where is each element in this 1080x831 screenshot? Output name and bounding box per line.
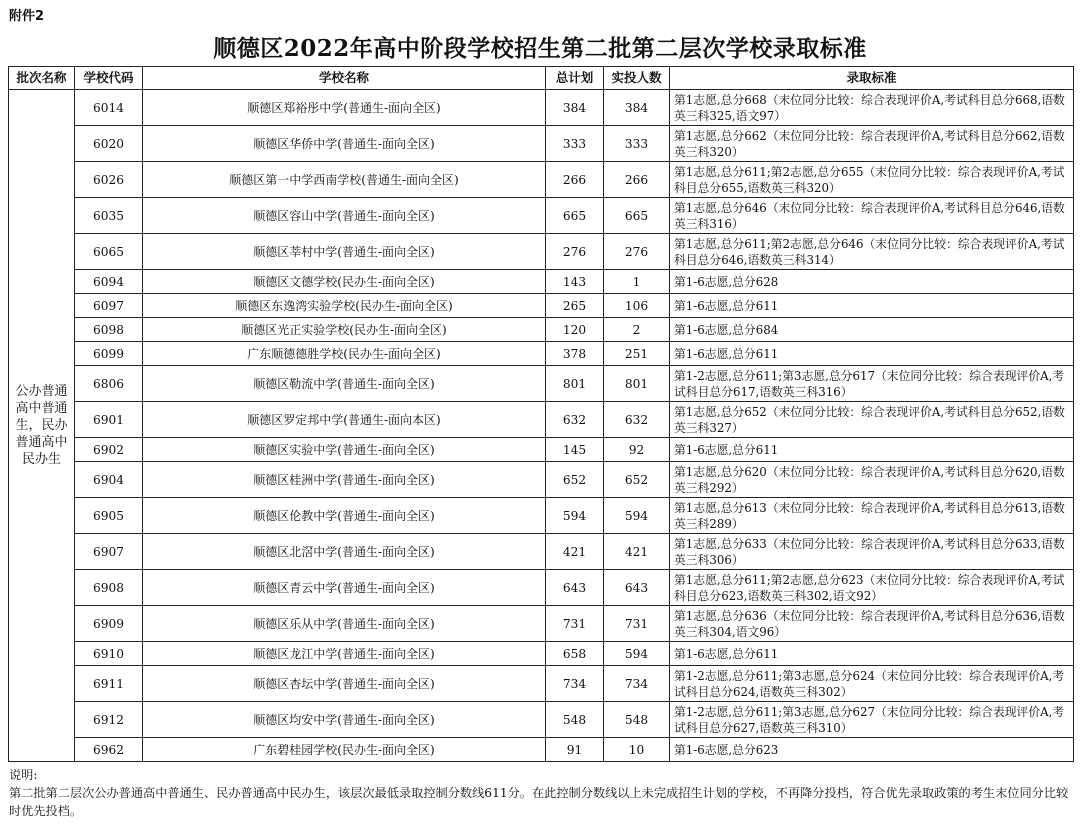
admission-standard-cell: 第1志愿,总分620（末位同分比较：综合表现评价A,考试科目总分620,语数英三科292） [670, 462, 1074, 498]
table-row [9, 462, 1074, 498]
school-name-cell: 顺德区勒流中学(普通生-面向全区) [143, 366, 546, 402]
admission-standard-cell: 第1-6志愿,总分611 [670, 342, 1074, 366]
admission-standards-table [8, 66, 1074, 762]
table-body [9, 90, 1074, 762]
notes-section [9, 766, 1069, 820]
school-code-cell: 6909 [75, 606, 143, 642]
total-plan-cell: 143 [546, 270, 604, 294]
actual-count-cell: 384 [604, 90, 670, 126]
header-admission-standard: 录取标准 [670, 67, 1074, 90]
table-row [9, 342, 1074, 366]
table-row [9, 738, 1074, 762]
school-code-cell: 6097 [75, 294, 143, 318]
actual-count-cell: 266 [604, 162, 670, 198]
admission-standard-cell: 第1志愿,总分611;第2志愿,总分623（末位同分比较：综合表现评价A,考试科目总分623,语数英三科302,语文92） [670, 570, 1074, 606]
notes-label: 说明: [9, 768, 38, 782]
total-plan-cell: 421 [546, 534, 604, 570]
actual-count-cell: 106 [604, 294, 670, 318]
total-plan-cell: 265 [546, 294, 604, 318]
total-plan-cell: 266 [546, 162, 604, 198]
school-name-cell: 广东顺德德胜学校(民办生-面向全区) [143, 342, 546, 366]
school-name-cell: 顺德区文德学校(民办生-面向全区) [143, 270, 546, 294]
total-plan-cell: 652 [546, 462, 604, 498]
actual-count-cell: 594 [604, 642, 670, 666]
actual-count-cell: 1 [604, 270, 670, 294]
actual-count-cell: 10 [604, 738, 670, 762]
table-row [9, 498, 1074, 534]
admission-standard-cell: 第1志愿,总分652（末位同分比较：综合表现评价A,考试科目总分652,语数英三科327） [670, 402, 1074, 438]
school-code-cell: 6806 [75, 366, 143, 402]
school-code-cell: 6907 [75, 534, 143, 570]
total-plan-cell: 801 [546, 366, 604, 402]
header-actual-count: 实投人数 [604, 67, 670, 90]
admission-standard-cell: 第1-6志愿,总分611 [670, 438, 1074, 462]
school-name-cell: 顺德区容山中学(普通生-面向全区) [143, 198, 546, 234]
school-name-cell: 顺德区华侨中学(普通生-面向全区) [143, 126, 546, 162]
table-row [9, 570, 1074, 606]
attachment-label: 附件2 [9, 9, 45, 24]
total-plan-cell: 120 [546, 318, 604, 342]
actual-count-cell: 548 [604, 702, 670, 738]
school-code-cell: 6026 [75, 162, 143, 198]
document-title: 顺德区2022年高中阶段学校招生第二批第二层次学校录取标准 [213, 35, 867, 62]
actual-count-cell: 731 [604, 606, 670, 642]
table-row [9, 402, 1074, 438]
school-code-cell: 6901 [75, 402, 143, 438]
admission-standard-cell: 第1-6志愿,总分628 [670, 270, 1074, 294]
school-name-cell: 顺德区桂洲中学(普通生-面向全区) [143, 462, 546, 498]
header-school-code: 学校代码 [75, 67, 143, 90]
admission-standard-cell: 第1志愿,总分636（末位同分比较：综合表现评价A,考试科目总分636,语数英三科304,语文96） [670, 606, 1074, 642]
school-code-cell: 6020 [75, 126, 143, 162]
school-name-cell: 顺德区青云中学(普通生-面向全区) [143, 570, 546, 606]
admission-standard-cell: 第1-2志愿,总分611;第3志愿,总分624（末位同分比较：综合表现评价A,考试科目总分624,语数英三科302） [670, 666, 1074, 702]
admission-standard-cell: 第1-6志愿,总分623 [670, 738, 1074, 762]
total-plan-cell: 91 [546, 738, 604, 762]
school-code-cell: 6911 [75, 666, 143, 702]
table-row [9, 642, 1074, 666]
actual-count-cell: 665 [604, 198, 670, 234]
header-school-name: 学校名称 [143, 67, 546, 90]
school-code-cell: 6910 [75, 642, 143, 666]
school-code-cell: 6962 [75, 738, 143, 762]
total-plan-cell: 333 [546, 126, 604, 162]
total-plan-cell: 594 [546, 498, 604, 534]
total-plan-cell: 658 [546, 642, 604, 666]
admission-standard-cell: 第1志愿,总分611;第2志愿,总分646（末位同分比较：综合表现评价A,考试科目总分646,语数英三科314） [670, 234, 1074, 270]
school-name-cell: 顺德区罗定邦中学(普通生-面向本区) [143, 402, 546, 438]
school-code-cell: 6908 [75, 570, 143, 606]
school-name-cell: 顺德区杏坛中学(普通生-面向全区) [143, 666, 546, 702]
total-plan-cell: 665 [546, 198, 604, 234]
table-row [9, 666, 1074, 702]
school-name-cell: 顺德区北滘中学(普通生-面向全区) [143, 534, 546, 570]
actual-count-cell: 652 [604, 462, 670, 498]
admission-standard-cell: 第1-2志愿,总分611;第3志愿,总分627（末位同分比较：综合表现评价A,考试科目总分627,语数英三科310） [670, 702, 1074, 738]
admission-standard-cell: 第1志愿,总分662（末位同分比较：综合表现评价A,考试科目总分662,语数英三科320） [670, 126, 1074, 162]
batch-name-cell: 公办普通高中普通生，民办普通高中民办生 [9, 90, 75, 762]
school-code-cell: 6065 [75, 234, 143, 270]
actual-count-cell: 594 [604, 498, 670, 534]
total-plan-cell: 734 [546, 666, 604, 702]
school-name-cell: 顺德区均安中学(普通生-面向全区) [143, 702, 546, 738]
table-row [9, 270, 1074, 294]
total-plan-cell: 731 [546, 606, 604, 642]
actual-count-cell: 276 [604, 234, 670, 270]
table-row [9, 126, 1074, 162]
school-name-cell: 顺德区伦教中学(普通生-面向全区) [143, 498, 546, 534]
admission-standard-cell: 第1-2志愿,总分611;第3志愿,总分617（末位同分比较：综合表现评价A,考试科目总分617,语数英三科316） [670, 366, 1074, 402]
actual-count-cell: 801 [604, 366, 670, 402]
actual-count-cell: 2 [604, 318, 670, 342]
actual-count-cell: 421 [604, 534, 670, 570]
table-row [9, 90, 1074, 126]
school-code-cell: 6904 [75, 462, 143, 498]
actual-count-cell: 643 [604, 570, 670, 606]
school-code-cell: 6905 [75, 498, 143, 534]
table-row [9, 534, 1074, 570]
total-plan-cell: 384 [546, 90, 604, 126]
table-row [9, 318, 1074, 342]
school-name-cell: 顺德区莘村中学(普通生-面向全区) [143, 234, 546, 270]
school-name-cell: 顺德区东逸湾实验学校(民办生-面向全区) [143, 294, 546, 318]
actual-count-cell: 333 [604, 126, 670, 162]
header-total-plan: 总计划 [546, 67, 604, 90]
table-row [9, 606, 1074, 642]
school-name-cell: 顺德区光正实验学校(民办生-面向全区) [143, 318, 546, 342]
total-plan-cell: 632 [546, 402, 604, 438]
school-code-cell: 6912 [75, 702, 143, 738]
notes-text: 第二批第二层次公办普通高中普通生、民办普通高中民办生，该层次最低录取控制分数线611分。在此控制分数线以上未完成招生计划的学校，不再降分投档，符合优先录取政策的考生末位同分比较时优先投档。 [9, 786, 1069, 818]
school-name-cell: 顺德区第一中学西南学校(普通生-面向全区) [143, 162, 546, 198]
school-name-cell: 顺德区实验中学(普通生-面向全区) [143, 438, 546, 462]
admission-standard-cell: 第1志愿,总分646（末位同分比较：综合表现评价A,考试科目总分646,语数英三科316） [670, 198, 1074, 234]
school-name-cell: 广东碧桂园学校(民办生-面向全区) [143, 738, 546, 762]
table-row [9, 366, 1074, 402]
table-header-row [9, 67, 1074, 90]
actual-count-cell: 734 [604, 666, 670, 702]
school-code-cell: 6035 [75, 198, 143, 234]
table-row [9, 162, 1074, 198]
school-name-cell: 顺德区龙江中学(普通生-面向全区) [143, 642, 546, 666]
admission-standard-cell: 第1-6志愿,总分611 [670, 294, 1074, 318]
school-code-cell: 6099 [75, 342, 143, 366]
table-row [9, 294, 1074, 318]
header-batch-name: 批次名称 [9, 67, 75, 90]
actual-count-cell: 92 [604, 438, 670, 462]
admission-standard-cell: 第1志愿,总分668（末位同分比较：综合表现评价A,考试科目总分668,语数英三科325,语文97） [670, 90, 1074, 126]
school-name-cell: 顺德区郑裕彤中学(普通生-面向全区) [143, 90, 546, 126]
table-row [9, 234, 1074, 270]
total-plan-cell: 548 [546, 702, 604, 738]
table-row [9, 198, 1074, 234]
total-plan-cell: 378 [546, 342, 604, 366]
table-row [9, 438, 1074, 462]
table-row [9, 702, 1074, 738]
total-plan-cell: 145 [546, 438, 604, 462]
school-code-cell: 6098 [75, 318, 143, 342]
admission-standard-cell: 第1-6志愿,总分611 [670, 642, 1074, 666]
actual-count-cell: 632 [604, 402, 670, 438]
admission-standard-cell: 第1志愿,总分633（末位同分比较：综合表现评价A,考试科目总分633,语数英三科306） [670, 534, 1074, 570]
school-name-cell: 顺德区乐从中学(普通生-面向全区) [143, 606, 546, 642]
actual-count-cell: 251 [604, 342, 670, 366]
admission-standard-cell: 第1志愿,总分611;第2志愿,总分655（末位同分比较：综合表现评价A,考试科目总分655,语数英三科320） [670, 162, 1074, 198]
school-code-cell: 6094 [75, 270, 143, 294]
total-plan-cell: 276 [546, 234, 604, 270]
school-code-cell: 6902 [75, 438, 143, 462]
school-code-cell: 6014 [75, 90, 143, 126]
total-plan-cell: 643 [546, 570, 604, 606]
admission-standard-cell: 第1-6志愿,总分684 [670, 318, 1074, 342]
admission-standard-cell: 第1志愿,总分613（末位同分比较：综合表现评价A,考试科目总分613,语数英三科289） [670, 498, 1074, 534]
